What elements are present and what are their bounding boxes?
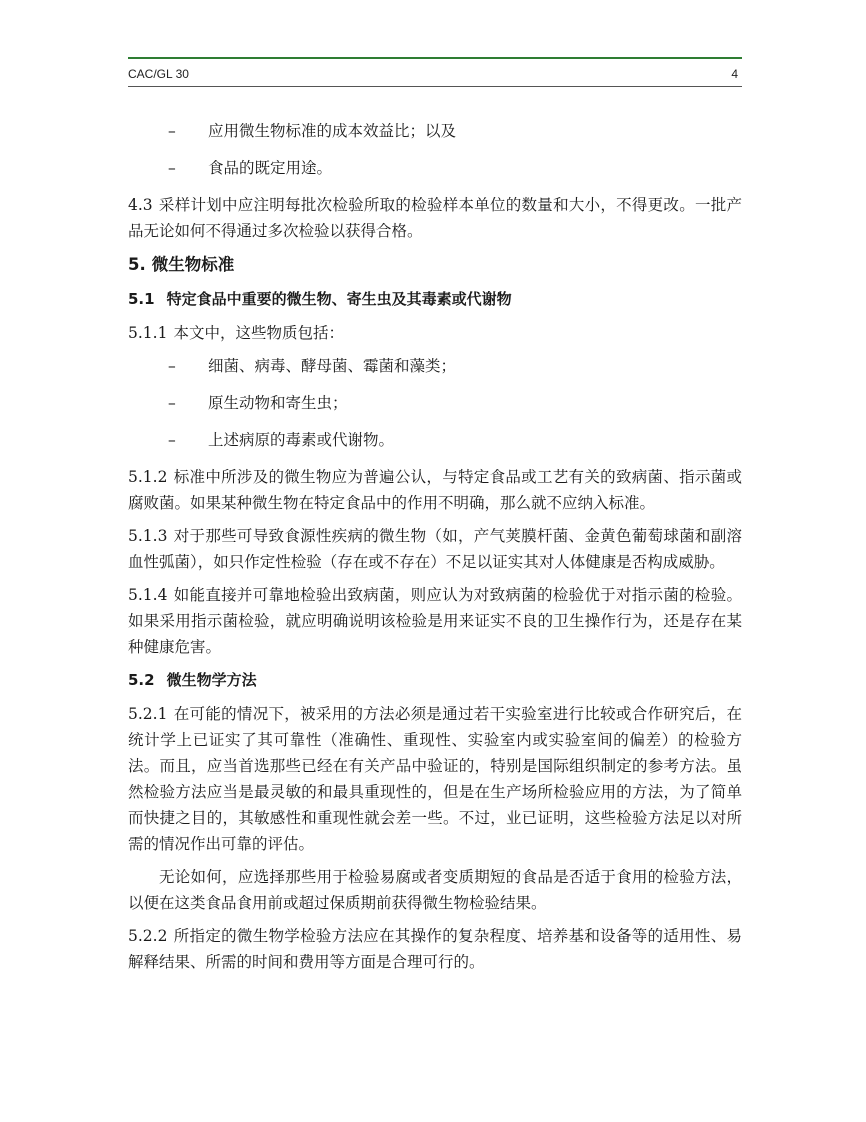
- paragraph-5-1-1: [128, 320, 742, 346]
- paragraph-text: 标准中所涉及的微生物应为普遍公认，与特定食品或工艺有关的致病菌、指示菌或腐败菌。如果某种微生物在特定食品中的作用不明确，那么就不应纳入标准。: [128, 468, 742, 512]
- paragraph-5-2-1: [128, 701, 742, 857]
- paragraph-number: 5.2.1: [128, 705, 168, 723]
- list-item: [128, 155, 742, 181]
- paragraph-5-2-1-continued: [128, 864, 742, 916]
- header-green-rule: [128, 57, 742, 59]
- document-code: CAC/GL 30: [128, 67, 189, 81]
- list-item-text: 应用微生物标准的成本效益比；以及: [208, 122, 457, 140]
- paragraph-text: 本文中，这些物质包括：: [173, 324, 344, 342]
- section-title: 特定食品中重要的微生物、寄生虫及其毒素或代谢物: [166, 290, 512, 308]
- section-title: 微生物学方法: [166, 671, 257, 689]
- dash-marker: –: [168, 394, 176, 412]
- paragraph-text: 采样计划中应注明每批次检验所取的检验样本单位的数量和大小，不得更改。一批产品无论如何不得通过多次检验以获得合格。: [128, 196, 742, 240]
- paragraph-number: 5.1.2: [128, 468, 168, 486]
- paragraph-5-1-4: [128, 582, 742, 660]
- dash-marker: –: [168, 431, 176, 449]
- section-heading-5: [128, 252, 742, 278]
- section-heading-5-1: [128, 286, 742, 312]
- section-number: 5.1: [128, 290, 155, 308]
- dash-marker: –: [168, 357, 176, 375]
- paragraph-5-1-2: [128, 464, 742, 516]
- document-body: [128, 118, 742, 982]
- list-item: [128, 427, 742, 453]
- list-item-text: 细菌、病毒、酵母菌、霉菌和藻类；: [208, 357, 457, 375]
- paragraph-number: 5.1.1: [128, 324, 168, 342]
- paragraph-number: 5.2.2: [128, 927, 168, 945]
- section-heading-5-2: [128, 667, 742, 693]
- page-number: 4: [731, 67, 738, 81]
- paragraph-text: 所指定的微生物学检验方法应在其操作的复杂程度、培养基和设备等的适用性、易解释结果、所需的时间和费用等方面是合理可行的。: [128, 927, 742, 971]
- paragraph-text: 无论如何，应选择那些用于检验易腐或者变质期短的食品是否适于食用的检验方法，以便在这类食品食用前或超过保质期前获得微生物检验结果。: [128, 868, 742, 912]
- paragraph-number: 5.1.3: [128, 527, 168, 545]
- list-item-text: 原生动物和寄生虫；: [208, 394, 348, 412]
- section-title: 微生物标准: [151, 255, 235, 274]
- paragraph-5-2-2: [128, 923, 742, 975]
- paragraph-text: 对于那些可导致食源性疾病的微生物（如，产气荚膜杆菌、金黄色葡萄球菌和副溶血性弧菌），如只作定性检验（存在或不存在）不足以证实其对人体健康是否构成威胁。: [128, 527, 742, 571]
- paragraph-number: 5.1.4: [128, 586, 168, 604]
- paragraph-number: 4.3: [128, 196, 153, 214]
- paragraph-text: 在可能的情况下，被采用的方法必须是通过若干实验室进行比较或合作研究后，在统计学上已证实了其可靠性（准确性、重现性、实验室内或实验室间的偏差）的检验方法。而且，应当首选那些已经在有关产品中验证的，特别是国际组织制定的参考方法。虽然检验方法应当是最灵敏的和最具重现性的，但是在生产场所检验应用的方法，为了简单而快捷之目的，其敏感性和重现性就会差一些。不过，业已证明，这些检验方法足以对所需的情况作出可靠的评估。: [128, 705, 742, 853]
- list-item: [128, 390, 742, 416]
- section-number: 5.: [128, 255, 146, 274]
- list-item: [128, 353, 742, 379]
- paragraph-text: 如能直接并可靠地检验出致病菌，则应认为对致病菌的检验优于对指示菌的检验。如果采用指示菌检验，就应明确说明该检验是用来证实不良的卫生操作行为，还是存在某种健康危害。: [128, 586, 742, 656]
- paragraph-4-3: [128, 192, 742, 244]
- dash-marker: –: [168, 159, 176, 177]
- list-item-text: 上述病原的毒素或代谢物。: [208, 431, 395, 449]
- section-number: 5.2: [128, 671, 155, 689]
- list-item: [128, 118, 742, 144]
- dash-marker: –: [168, 122, 176, 140]
- header-divider: [128, 86, 742, 87]
- list-item-text: 食品的既定用途。: [208, 159, 333, 177]
- paragraph-5-1-3: [128, 523, 742, 575]
